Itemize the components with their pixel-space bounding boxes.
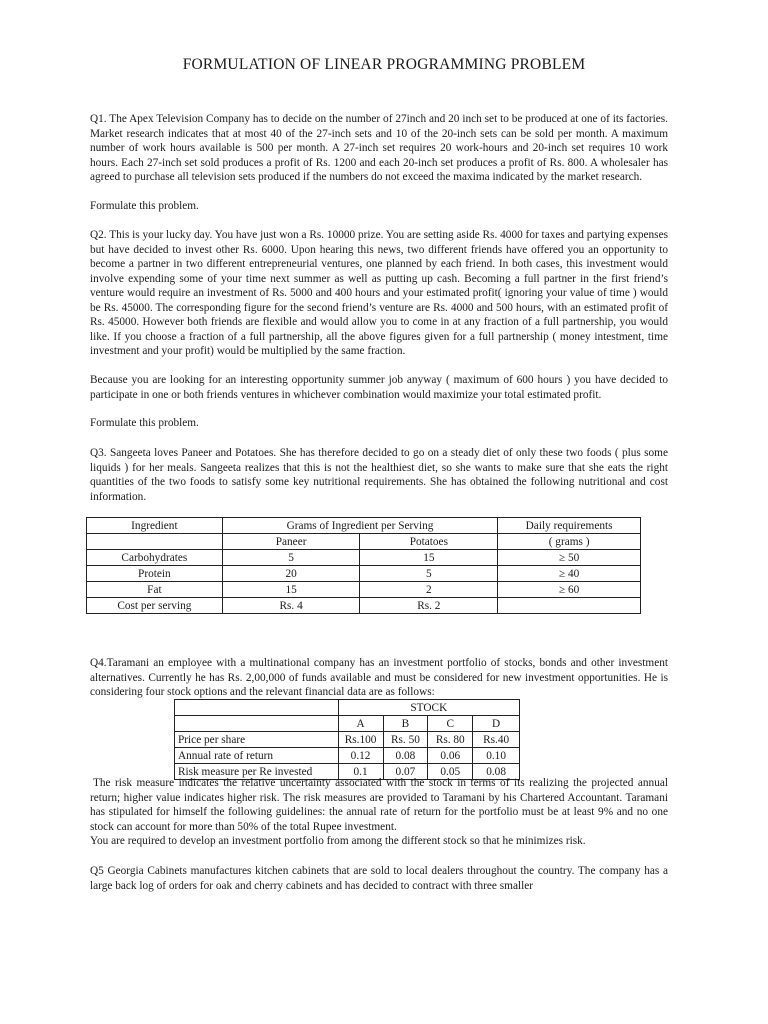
q4-text-3: You are required to develop an investment portfolio from among the different stock so that he minimizes risk. <box>90 835 586 847</box>
q1-formulate: Formulate this problem. <box>90 200 199 212</box>
stock-header: STOCK <box>338 700 519 716</box>
col-header-daily: Daily requirements <box>498 518 641 534</box>
stock-col-a: A <box>338 716 383 732</box>
table-row: Risk measure per Re invested 0.1 0.07 0.05 0.08 <box>175 764 520 780</box>
col-header-ingredient: Ingredient <box>87 518 223 534</box>
q2-formulate: Formulate this problem. <box>90 417 199 429</box>
nutrition-table <box>86 517 641 614</box>
stock-col-c: C <box>428 716 473 732</box>
stock-col-b: B <box>383 716 428 732</box>
col-header-potatoes: Potatoes <box>360 534 498 550</box>
table-row: Annual rate of return 0.12 0.08 0.06 0.10 <box>175 748 520 764</box>
q2-text: Q2. This is your lucky day. You have just won a Rs. 10000 prize. You are setting aside Rs. 4000 for taxes and partying expenses but have decided to invest other Rs. 6000. Upon hearing this news, two different friends have offered you an opportunity to become a partner in two different entrepreneurial ventures, one planned by each friend. In both cases, this investment would involve expending some of your time next summer as well as putting up cash. Becoming a full partner in the first friend’s venture would require an investment of Rs. 5000 and 400 hours and your estimated profit( ignoring your value of time ) would be Rs. 45000. The corresponding figure for the second friend’s venture are Rs. 4000 and 500 hours, with an estimated profit of Rs. 45000. However both friends are flexible and would allow you to come in at any fraction of a full partnership, you would like. If you choose a fraction of a full partnership, all the above figures given for a full partnership ( money intestment, time investment and your profit) would be multiplied by the same fraction. <box>90 229 668 357</box>
stock-table <box>174 699 520 780</box>
table-row: Fat 15 2 ≥ 60 <box>87 582 641 598</box>
col-header-paneer: Paneer <box>222 534 360 550</box>
stock-col-d: D <box>473 716 520 732</box>
q5-text: Q5 Georgia Cabinets manufactures kitchen cabinets that are sold to local dealers throughout the country. The company has a large back log of orders for oak and cherry cabinets and has decided to contract with three smaller <box>90 865 668 892</box>
table-row: Protein 20 5 ≥ 40 <box>87 566 641 582</box>
q4-text-2: The risk measure indicates the relative uncertainty associated with the stock in terms of its realizing the projected annual return; higher value indicates higher risk. The risk measures are provided to Taramani by his Chartered Accountant. Taramani has stipulated for himself the following guidelines: the annual rate of return for the portfolio must be at least 9% and no one stock can account for more than 50% of the total Rupee investment. <box>90 777 668 833</box>
q4-text: Q4.Taramani an employee with a multinational company has an investment portfolio of stocks, bonds and other investment alternatives. Currently he has Rs. 2,00,000 of funds available and must be considered for new investment opportunities. He is considering four stock options and the relevant financial data are as follows: <box>90 657 668 698</box>
table-row: Price per share Rs.100 Rs. 50 Rs. 80 Rs.40 <box>175 732 520 748</box>
table-row: Cost per serving Rs. 4 Rs. 2 <box>87 598 641 614</box>
q1-text: Q1. The Apex Television Company has to decide on the number of 27inch and 20 inch set to be produced at one of its factories. Market research indicates that at most 40 of the 27-inch sets and 10 of the 20-inch sets can be sold per month. A maximum number of work hours available is 500 per month. A 27-inch set requires 20 work-hours and 20-inch set requires 10 work hours. Each 27-inch set sold produces a profit of Rs. 1200 and each 20-inch set produces a profit of Rs. 800. A wholesaler has agreed to purchase all television sets produced if the numbers do not exceed the maxima indicated by the market research. <box>90 113 668 183</box>
page-title: FORMULATION OF LINEAR PROGRAMMING PROBLEM <box>182 56 586 73</box>
table-row: Carbohydrates 5 15 ≥ 50 <box>87 550 641 566</box>
col-header-daily-unit: ( grams ) <box>498 534 641 550</box>
col-header-grams: Grams of Ingredient per Serving <box>222 518 497 534</box>
q3-text: Q3. Sangeeta loves Paneer and Potatoes. She has therefore decided to go on a steady diet of only these two foods ( plus some liquids ) for her meals. Sangeeta realizes that this is not the healthiest diet, so she wants to make sure that she eats the right quantities of the two foods to satisfy some key nutritional requirements. She has obtained the following nutritional and cost information. <box>90 447 668 503</box>
q2-text-2: Because you are looking for an interesting opportunity summer job anyway ( maximum of 600 hours ) you have decided to participate in one or both friends ventures in whichever combination would maximize your total estimated profit. <box>90 374 668 401</box>
